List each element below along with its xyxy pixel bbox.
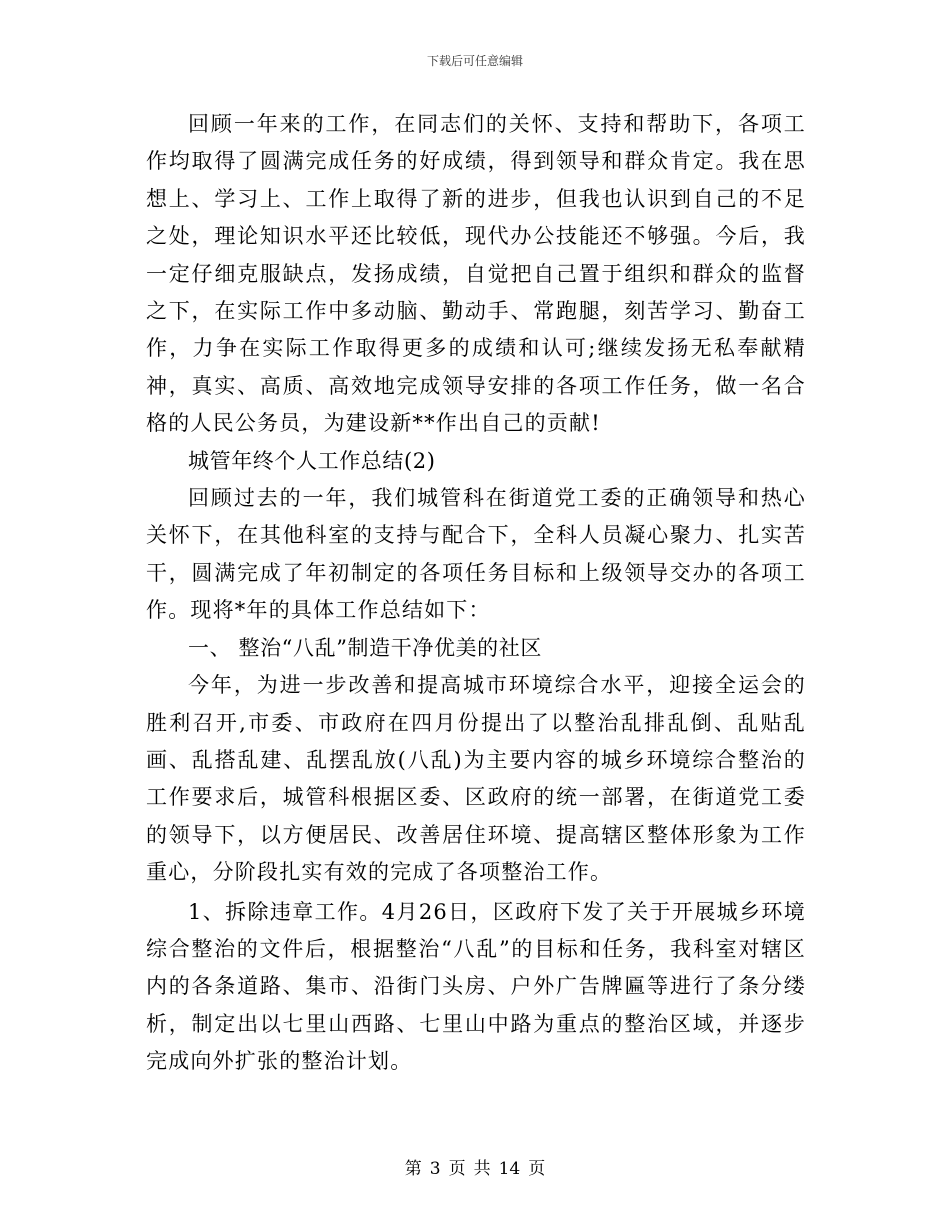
paragraph-demolition: 1、拆除违章工作。4月26日，区政府下发了关于开展城乡环境综合整治的文件后，根据整治“八乱”的目标和任务，我科室对辖区内的各条道路、集市、沿街门头房、户外广告牌匾等进行了条分缕析，制定出以七里山西路、七里山中路为重点的整治区域，并逐步完成向外扩张的整治计划。 xyxy=(146,899,806,1074)
section-title: 城管年终个人工作总结(2) xyxy=(188,448,436,473)
footer-current-page: 3 xyxy=(429,1159,441,1179)
page-footer xyxy=(0,1154,950,1179)
footer-total-pages: 14 xyxy=(498,1159,521,1179)
subsection-heading: 一、 整治“八乱”制造干净优美的社区 xyxy=(188,635,542,660)
paragraph-intro: 回顾过去的一年，我们城管科在街道党工委的正确领导和热心关怀下，在其他科室的支持与配合下，全科人员凝心聚力、扎实苦干，圆满完成了年初制定的各项任务目标和上级领导交办的各项工作。现将*年的具体工作总结如下： xyxy=(146,486,806,623)
footer-page-label: 第 xyxy=(404,1159,422,1179)
paragraph-rectification: 今年，为进一步改善和提高城市环境综合水平，迎接全运会的胜利召开,市委、市政府在四月份提出了以整治乱排乱倒、乱贴乱画、乱搭乱建、乱摆乱放(八乱)为主要内容的城乡环境综合整治的工作要求后，城管科根据区委、区政府的统一部署，在街道党工委的领导下，以方便居民、改善居住环境、提高辖区整体形象为工作重心，分阶段扎实有效的完成了各项整治工作。 xyxy=(146,673,806,885)
footer-page-unit: 页 xyxy=(448,1159,466,1179)
footer-total-unit: 页 xyxy=(528,1159,546,1179)
document-body xyxy=(146,106,806,1081)
page-header-note: 下载后可任意编辑 xyxy=(426,54,523,68)
footer-total-label: 共 xyxy=(473,1159,491,1179)
paragraph-review-summary: 回顾一年来的工作，在同志们的关怀、支持和帮助下，各项工作均取得了圆满完成任务的好成绩，得到领导和群众肯定。我在思想上、学习上、工作上取得了新的进步，但我也认识到自己的不足之处，理论知识水平还比较低，现代办公技能还不够强。今后，我一定仔细克服缺点，发扬成绩，自觉把自己置于组织和群众的监督之下，在实际工作中多动脑、勤动手、常跑腿，刻苦学习、勤奋工作，力争在实际工作取得更多的成绩和认可;继续发扬无私奉献精神，真实、高质、高效地完成领导安排的各项工作任务，做一名合格的人民公务员，为建设新**作出自己的贡献! xyxy=(146,112,806,436)
